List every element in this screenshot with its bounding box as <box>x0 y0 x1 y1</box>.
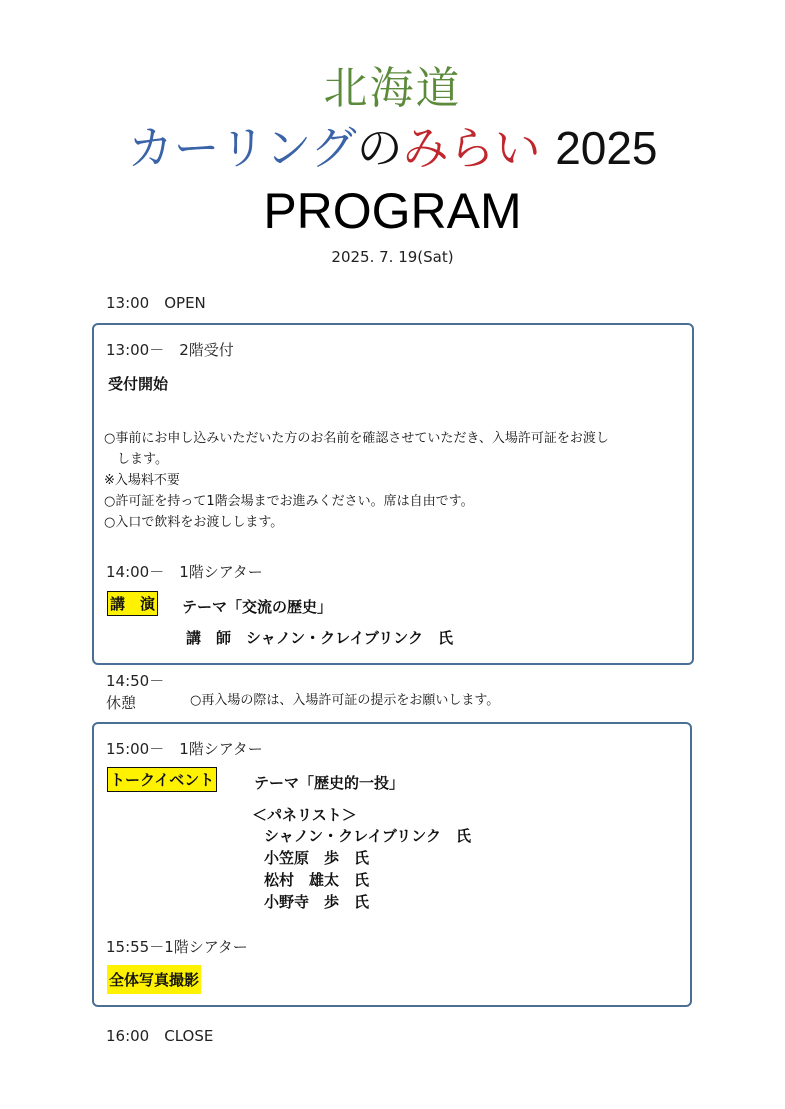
talk-badge: トークイベント <box>107 767 217 792</box>
talk-theme: テーマ「歴史的一投」 <box>254 774 405 792</box>
title-main <box>0 112 785 178</box>
open-time: 13:00 OPEN <box>106 294 206 312</box>
title-no: の <box>356 121 403 175</box>
reception-lecture-box <box>92 323 694 665</box>
lecture-speaker: 講 師 シャノン・クレイブリンク 氏 <box>186 629 454 647</box>
panelist: 小野寺 歩 氏 <box>264 893 370 911</box>
reception-notes <box>104 428 609 533</box>
lecture-time: 14:00－ 1階シアター <box>106 563 263 581</box>
break-label: 休憩 <box>106 694 137 712</box>
photo-badge: 全体写真撮影 <box>107 965 201 994</box>
photo-time: 15:55－1階シアター <box>106 938 248 956</box>
title-curling: カーリング <box>127 121 357 175</box>
break-time: 14:50－ <box>106 672 165 690</box>
lecture-theme: テーマ「交流の歴史」 <box>182 598 333 616</box>
close-time: 16:00 CLOSE <box>106 1027 214 1045</box>
title-hokkaido: 北海道 <box>323 63 462 114</box>
panelist: 松村 雄太 氏 <box>264 871 370 889</box>
panelist: シャノン・クレイブリンク 氏 <box>264 827 472 845</box>
lecture-badge: 講 演 <box>107 591 158 616</box>
panel-title: ＜パネリスト＞ <box>252 806 357 824</box>
note-item: します。 <box>104 452 168 467</box>
event-date: 2025. 7. 19(Sat) <box>331 248 454 266</box>
title-program: PROGRAM <box>263 183 522 239</box>
note-item: ○入口で飲料をお渡しします。 <box>104 515 284 530</box>
reception-title: 受付開始 <box>108 375 169 393</box>
note-item: ○許可証を持って1階会場までお進みください。席は自由です。 <box>104 494 474 509</box>
talk-time: 15:00－ 1階シアター <box>106 740 263 758</box>
panelist: 小笠原 歩 氏 <box>264 849 370 867</box>
reception-time: 13:00－ 2階受付 <box>106 341 234 359</box>
title-year: 2025 <box>555 122 658 174</box>
panelist-list <box>264 825 471 913</box>
title-mirai: みらい <box>402 121 541 175</box>
break-note: ○再入場の際は、入場許可証の提示をお願いします。 <box>190 693 500 708</box>
note-item: ※入場料不要 <box>104 473 180 488</box>
note-item: ○事前にお申し込みいただいた方のお名前を確認させていただき、入場許可証をお渡し <box>104 431 609 446</box>
talk-event-box <box>92 722 692 1007</box>
